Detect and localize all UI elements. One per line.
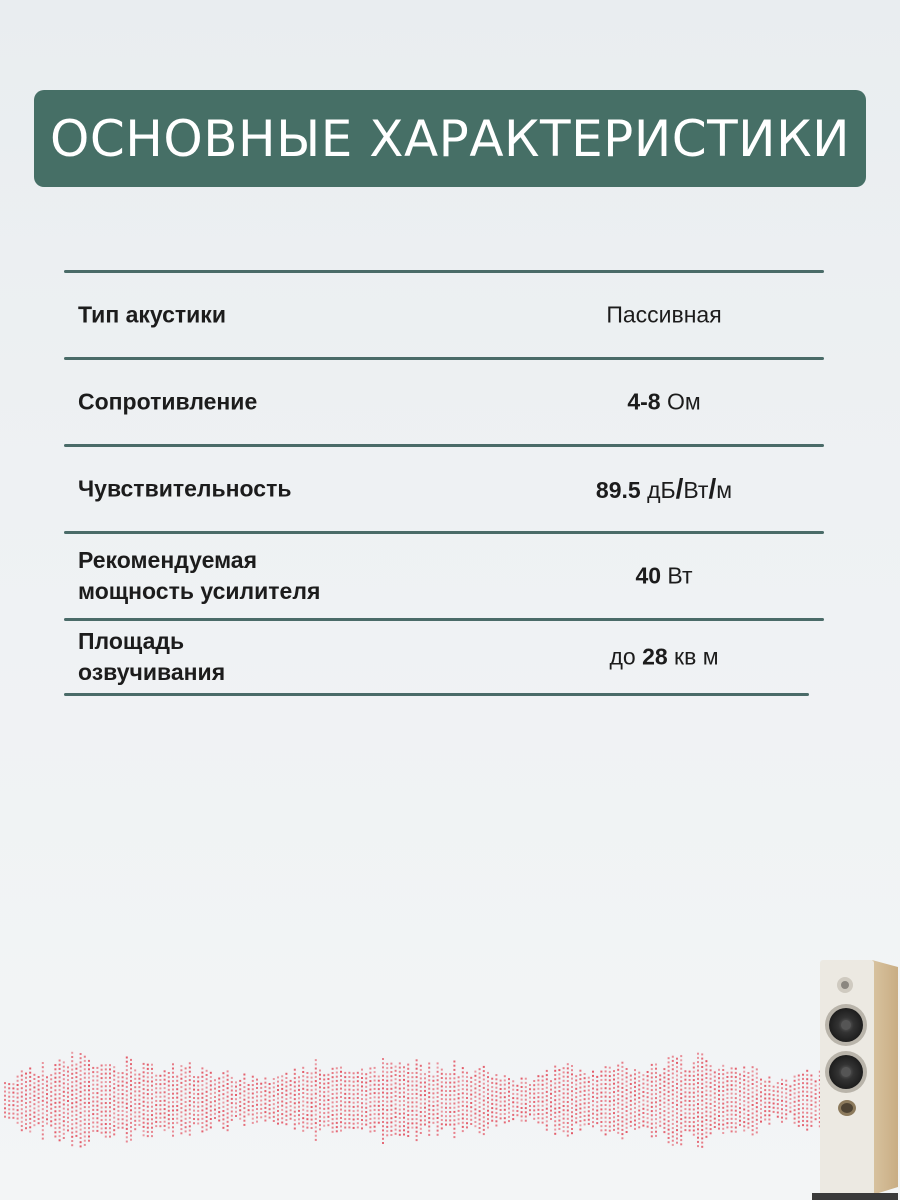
spec-row-type xyxy=(64,273,824,357)
spec-label: Тип акустики xyxy=(78,301,226,328)
spec-label-line: озвучивания xyxy=(78,659,226,685)
spec-unit: дБ xyxy=(647,477,676,503)
title-banner xyxy=(34,90,866,187)
spec-number: 28 xyxy=(642,643,668,670)
spec-unit: Вт xyxy=(683,477,709,503)
spec-value xyxy=(524,563,804,590)
spec-label xyxy=(78,626,408,688)
spec-row-power xyxy=(64,534,824,618)
spec-table xyxy=(64,270,824,696)
page-title: ОСНОВНЫЕ ХАРАКТЕРИСТИКИ xyxy=(50,109,850,168)
unit-separator: / xyxy=(675,473,684,504)
unit-separator: / xyxy=(708,473,717,504)
spec-row-impedance xyxy=(64,360,824,444)
spec-value xyxy=(524,473,804,505)
spec-unit: Ом xyxy=(666,388,701,415)
spec-label-line: Рекомендуемая xyxy=(78,547,257,573)
spec-label: Чувствительность xyxy=(78,475,292,502)
floor-speaker-image xyxy=(812,955,898,1200)
spec-row-sensitivity xyxy=(64,447,824,531)
spec-number: 4-8 xyxy=(627,388,661,415)
spec-value xyxy=(524,644,804,671)
spec-number: 40 xyxy=(635,562,662,589)
spec-value: Пассивная xyxy=(606,301,722,328)
spec-value xyxy=(524,389,804,416)
spec-label-line: мощность усилителя xyxy=(78,578,321,604)
spec-number: 89.5 xyxy=(595,477,641,503)
spec-unit: кв м xyxy=(674,643,719,670)
spec-row-area xyxy=(64,621,824,693)
spec-prefix: до xyxy=(609,643,636,670)
spec-label-line: Площадь xyxy=(78,628,185,654)
divider xyxy=(64,693,809,696)
spec-label xyxy=(78,545,408,607)
spec-label: Сопротивление xyxy=(78,388,258,415)
spec-unit: м xyxy=(716,477,733,503)
spec-unit: Вт xyxy=(667,562,693,589)
sound-wave-graphic xyxy=(0,1030,830,1170)
